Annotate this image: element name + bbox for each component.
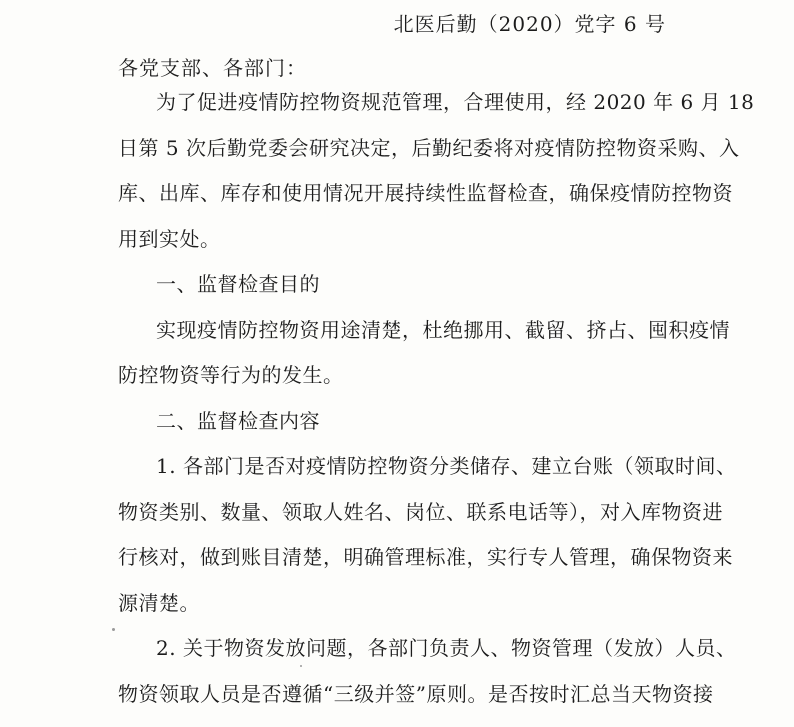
- paragraph-line: 2. 关于物资发放问题，各部门负责人、物资管理（发放）人员、: [156, 636, 737, 660]
- section-heading: 一、监督检查目的: [156, 272, 320, 296]
- paragraph-line: 用到实处。: [118, 226, 221, 251]
- paragraph-line: 1. 各部门是否对疫情防控物资分类储存、建立台账（领取时间、: [156, 454, 737, 478]
- paragraph-line: 实现疫情防控物资用途清楚，杜绝挪用、截留、挤占、囤积疫情: [156, 317, 730, 342]
- scan-speck: [112, 628, 115, 631]
- paragraph-line: 物资领取人员是否遵循“三级并签”原则。是否按时汇总当天物资接: [118, 681, 714, 706]
- scan-speck: [300, 665, 302, 667]
- paragraph-line: 物资类别、数量、领取人姓名、岗位、联系电话等），对入库物资进: [118, 499, 723, 524]
- paragraph-line: 行核对，做到账目清楚，明确管理标准，实行专人管理，确保物资来: [118, 545, 733, 569]
- paragraph-line: 源清楚。: [118, 590, 200, 615]
- document-number: 北医后勤（2020）党字 6 号: [393, 12, 666, 36]
- section-heading: 二、监督检查内容: [156, 408, 320, 433]
- salutation: 各党支部、各部门：: [118, 56, 307, 80]
- paragraph-line: 为了促进疫情防控物资规范管理，合理使用，经 2020 年 6 月 18: [156, 90, 755, 114]
- document-body: [118, 90, 755, 727]
- paragraph-line: 日第 5 次后勤党委会研究决定，后勤纪委将对疫情防控物资采购、入: [118, 135, 740, 160]
- paragraph-line: 防控物资等行为的发生。: [118, 363, 344, 387]
- paragraph-line: 库、出库、库存和使用情况开展持续性监督检查，确保疫情防控物资: [118, 181, 733, 205]
